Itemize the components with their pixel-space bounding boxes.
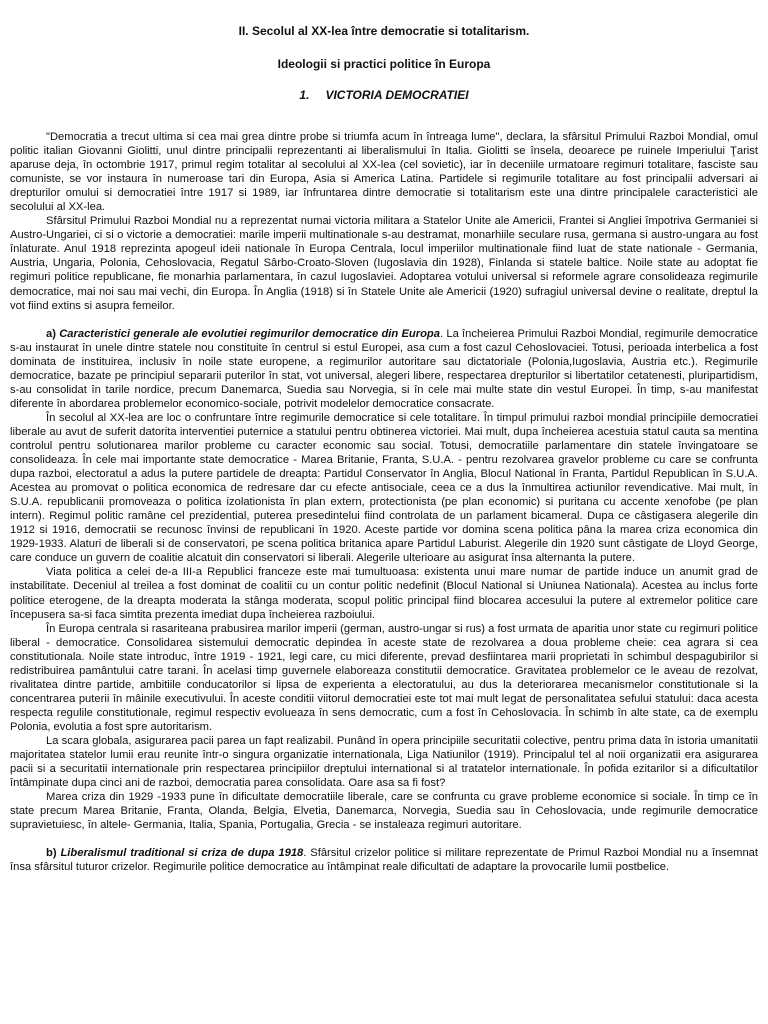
paragraph: La scara globala, asigurarea pacii parea un fapt realizabil. Punând în opera principiile securitatii colective, pentru prima data în istoria umanitatii majoritatea statelor lumii erau reunite într-o singura organizatie internationala, Liga Natiunilor (1919). Principalul tel al noii organizatii era asigurarea pacii si a securitatii internationale prin respectarea principiilor dreptului international si al tratatelor internationale. În pofida ezitarilor si a dificultatilor întâmpinate dupa cinci ani de razboi, democratia parea consolidata. Oare asa sa fi fost?	[10, 734, 758, 790]
section-b-text: . Sfârsitul crizelor politice si militare reprezentate de Primul Razboi Mondial nu a însemnat însa sfârsitul tuturor crizelor. Regimurile politice democratice au întâmpinat reale dificultati de adaptare la provocarile lumii postbelice.	[10, 847, 758, 874]
section-b-label: b)	[46, 847, 57, 860]
section-a-text: . La încheierea Primului Razboi Mondial, regimurile democratice s-au instaurat în unele dintre statele nou constituite în centrul si estul Europei, asa cum a fost cazul Cehoslovaciei. Totusi, perioada interbelica a fost dominata de instituirea, inclusiv în noile state europene, a regimurilor autoritare sau dictatoriale (Polonia,Iugoslavia, Austria etc.). Regimurile democratice, bazate pe principiul separarii puterilor în stat, vot universal, alegeri libere, respectarea drepturilor si libertatilor cetatenesti, pluripartidism, s-au consolidat în tarile nordice, precum Danemarca, Suedia sau Norvegia, si în cele mai multe state din vestul Europei. În timp, s-au manifestat diferente în abordarea problemelor economico-sociale, potrivit modelelor democratice consacrate.	[10, 327, 759, 410]
section-a-heading: Caracteristici generale ale evolutiei regimurilor democratice din Europa	[59, 327, 440, 340]
section-title	[10, 88, 758, 103]
paragraph: Marea criza din 1929 -1933 pune în dificultate democratiile liberale, care se confrunta cu grave probleme economice si sociale. În timp ce în state precum Marea Britanie, Franta, Olanda, Belgia, Elvetia, Danemarca, Norvegia, Suedia sau în Cehoslovacia, unde regimurile democratice supravietuiesc, în altele- Germania, Italia, Spania, Portugalia, Grecia - se instaleaza regimuri autoritare.	[10, 791, 758, 832]
subtitle: Ideologii si practici politice în Europa	[277, 57, 491, 71]
paragraph: Viata politica a celei de-a III-a Republici franceze este mai tumultuoasa: existenta unui mare numar de partide induce un anumit grad de instabilitate. Deceniul al treilea a fost dominat de coalitii cu un contur politic nedefinit (Blocul National si Uniunea Nationala). Acestea au inclus forte politice eterogene, de la dreapta moderata la stânga moderata, scopul politic principal fiind blocarea accesului la putere al extremelor politice care începusera sa-si faca simtita prezenta imediat dupa încheierea razboiului.	[10, 566, 758, 621]
section-b-heading: Liberalismul traditional si criza de dupa 1918	[60, 847, 304, 860]
paragraph: "Democratia a trecut ultima si cea mai grea dintre probe si triumfa acum în întreaga lume", declara, la sfârsitul Primului Razboi Mondial, omul politic italian Giovanni Giolitti, unul dintre principalii reprezentanti ai liberalismului în Italia. Giolitti se însela, deoarece pe ruinele Imperiului Ţarist aparuse deja, în octombrie 1917, primul regim totalitar al secolului al XX-lea (cel sovietic), iar în deceniile urmatoare regimuri totalitare, fasciste sau comuniste, se vor instaura în numeroase tari din Europa, Asia si America Latina. Partidele si regimurile totalitare au fost principalii adversari ai drepturilor omului si democratiei între 1917 si 1989, iar înfruntarea dintre democratie si totalitarism este una dintre principalele caracteristici ale secolului al XX-lea.	[10, 131, 758, 214]
document-body	[10, 130, 758, 874]
paragraph: În secolul al XX-lea are loc o confruntare între regimurile democratice si cele totalitare. În timpul primului razboi mondial principiile democratiei liberale au avut de suferit datorita interventiei puternice a statului pentru obtinerea victoriei. Mai mult, dupa încheierea acestuia statul cauta sa mentina controlul pentru solutionarea marilor probleme cu caracter economic sau social. Totusi, democratiile parlamentare din statele învingatoare se consolideaza. În cele mai importante state democratice - Marea Britanie, Franta, S.U.A. - pentru rezolvarea gravelor probleme cu care se confrunta dupa razboi, electoratul a adus la putere partidele de dreapta: Partidul Conservator în Anglia, Blocul National în Franta, Partidul Republican în S.U.A. Acestea au promovat o politica economica de redresare dar cu efecte antisociale, ceea ce a dus la înmultirea actiunilor revendicative. Mai mult, în S.U.A. republicanii promoveaza o politica izolationista în plan extern, protectionista (pe plan economic) si puritana cu accente xenofobe (pe plan intern). Regimul politic ramâne cel prezidential, puterea presedintelui fiind controlata de un parlament bicameral. Dupa ce câstigasera alegerile din 1912 si 1916, democratii se recunosc învinsi de republicani în 1920. Aceste partide vor domina scena politica pâna la marea criza economica din 1929-1933. Alaturi de liberali si de conservatori, pe scena politica britanica apare Partidul Laburist. Alegerile din 1920 sunt câstigate de Lloyd George, care conduce un guvern de coalitie alcatuit din conservatori si liberali. Alegerile ulterioare au asigurat însa alternanta la putere.	[10, 411, 758, 565]
chapter-title: II. Secolul al XX-lea între democratie si totalitarism.	[238, 24, 530, 38]
paragraph: În Europa centrala si rasariteana prabusirea marilor imperii (german, austro-ungar si rus) a fost urmata de aparitia unor state cu regimuri politice liberal - democratice. Consolidarea sistemului democratic depindea în aceste state de rezolvarea a doua probleme cheie: cea agrara si cea constitutionala. Noile state introduc, între 1919 - 1921, legi care, cu mici diferente, prevad desfiintarea marii proprietati în schimbul despagubirilor si redistribuirea pamântului catre tarani. În acelasi timp guvernele elaboreaza constitutii democratice. Gravitatea problemelor ce le aveau de rezolvat, rivalitatea dintre partide, ambitiile conducatorilor si lipsa de experienta a electoratului, au dus la deteriorarea mecanismelor constitutionale si la concentrarea puterii în mâinile executivului. În aceste conditii viitorul democratiei este tot mai mult legat de personalitatea sefului statului: daca acesta respecta regulile constitutionale, regimul respectiv evolueaza în sens democratic, cum a fost în Cehoslovacia. În schimb în alte state, ca de exemplu Polonia, evolutia a fost spre autoritarism.	[10, 622, 758, 733]
section-a-intro	[10, 327, 758, 411]
paragraph: Sfârsitul Primului Razboi Mondial nu a reprezentat numai victoria militara a Statelor Unite ale Americii, Frantei si Angliei împotriva Germaniei si Austro-Ungariei, ci si o victorie a democratiei: marile imperii multinationale s-au destramat, monarhiile seculare rusa, germana si austro-ungara au fost înlaturate. Anul 1918 reprezinta apogeul ideii nationale în Europa Centrala, locul imperiilor multinationale fiind luat de state nationale - Germania, Austria, Ungaria, Polonia, Cehoslovacia, Regatul Sârbo-Croato-Sloven (Iugoslavia din 1928), Finlanda si statele baltice. Noile state au adoptat fie regimuri politice republicane, fie monarhia parlamentara, în cazul Iugoslaviei. Adoptarea votului universal si reformele agrare consolideaza regimurile democratice, mai noi sau mai vechi, din Europa. În Anglia (1918) si în Statele Unite ale Americii (1920) sufragiul universal devine o realitate, dreptul la vot fiind extins si asupra femeilor.	[10, 215, 758, 312]
section-b-intro	[10, 846, 758, 874]
section-number: 1.	[299, 88, 310, 102]
section-a-label: a)	[46, 327, 56, 340]
section-title-text: VICTORIA DEMOCRATIEI	[325, 88, 469, 102]
